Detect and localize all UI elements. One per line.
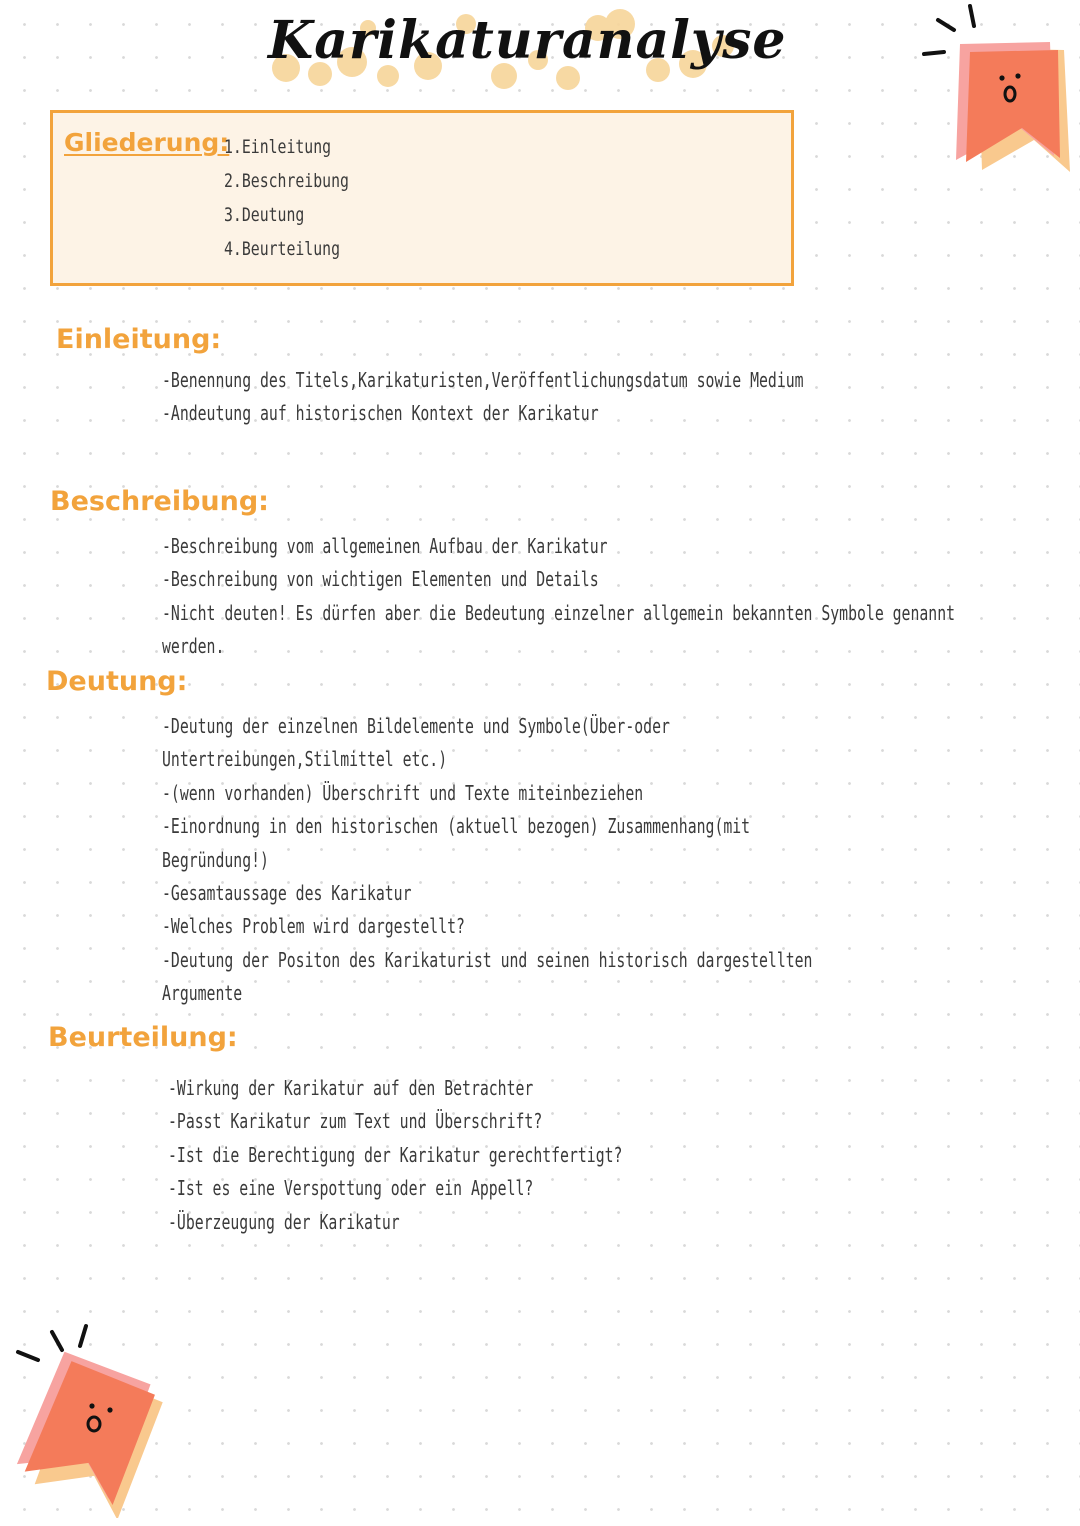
list-item: -Passt Karikatur zum Text und Überschrift? [168,1109,543,1134]
list-item: -Deutung der einzelnen Bildelemente und Symbole(Über-oder [162,714,670,738]
list-item: -Beschreibung vom allgemeinen Aufbau der Karikatur [162,534,608,558]
outline-label: Gliederung: [64,128,230,157]
outline-list [224,130,384,266]
heading-beurteilung: Beurteilung: [48,1022,238,1053]
outline-item: 3.Deutung [224,204,305,226]
list-item: -Ist es eine Verspottung oder ein Appell? [168,1176,534,1201]
list-item: -Einordnung in den historischen (aktuell bezogen) Zusammenhang(mit [162,814,751,839]
outline-item: 2.Beschreibung [224,170,349,192]
list-item: -Überzeugung der Karikatur [168,1209,400,1234]
list-item: -Deutung der Positon des Karikaturist und seinen historisch dargestellten [162,947,813,972]
deutung-list [162,710,1041,1011]
surprised-banner-icon [8,1318,178,1518]
surprised-banner-icon [916,0,1076,180]
heading-beschreibung: Beschreibung: [50,486,269,517]
list-item: Untertreibungen,Stilmittel etc.) [162,747,448,772]
list-item: Begründung!) [162,847,269,872]
heading-einleitung: Einleitung: [56,324,222,355]
list-item: -(wenn vorhanden) Überschrift und Texte miteinbeziehen [162,780,644,805]
beschreibung-list [162,530,1080,664]
page-title-area [268,4,787,100]
outline-item: 1.Einleitung [224,136,332,158]
einleitung-list [162,364,1029,431]
beurteilung-list [168,1072,782,1239]
list-item: -Welches Problem wird dargestellt? [162,914,465,939]
list-item: -Wirkung der Karikatur auf den Betrachter [168,1076,534,1100]
page-title: Karikaturanalyse [268,10,787,71]
outline-item: 4.Beurteilung [224,238,341,260]
list-item: -Beschreibung von wichtigen Elementen und Details [162,567,599,592]
heading-deutung: Deutung: [46,666,188,697]
list-item: -Andeutung auf historischen Kontext der Karikatur [162,401,599,426]
list-item: -Gesamtaussage des Karikatur [162,881,412,906]
list-item: -Benennung des Titels,Karikaturisten,Veröffentlichungsdatum sowie Medium [162,368,804,392]
list-item: -Nicht deuten! Es dürfen aber die Bedeutung einzelner allgemein bekannten Symbole genannt [162,600,956,625]
list-item: -Ist die Berechtigung der Karikatur gerechtfertigt? [168,1142,623,1167]
list-item: Argumente [162,981,243,1006]
list-item: werden. [162,634,225,659]
